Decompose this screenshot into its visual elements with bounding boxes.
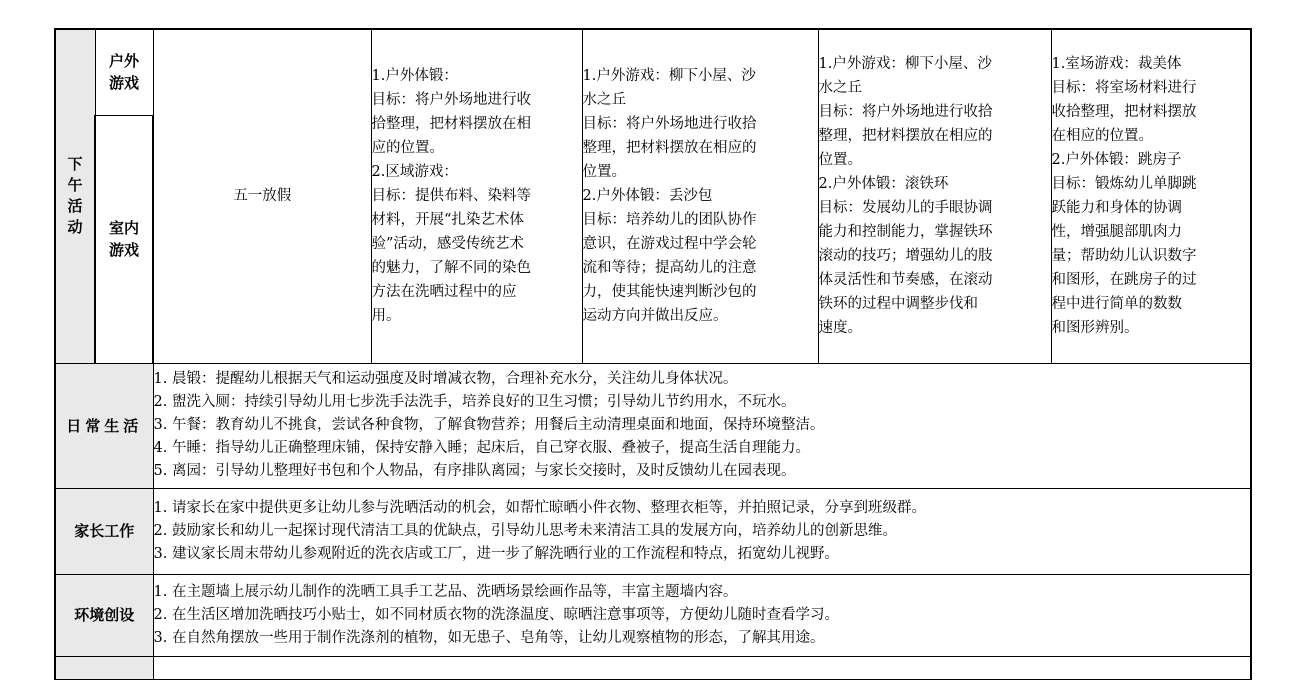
- environment-label: 环境创设: [55, 574, 153, 656]
- list-item: 3. 在自然角摆放一些用于制作洗涤剂的植物，如无患子、皂角等，让幼儿观察植物的形态，了解其用途。: [153, 629, 825, 646]
- afternoon-char: 活: [67, 197, 83, 216]
- next-row-content: [153, 656, 1251, 679]
- list-item: 2. 鼓励家长和幼儿一起探讨现代清洁工具的优缺点，引导幼儿思考未来清洁工具的发展方向，培养幼儿的创新思维。: [153, 522, 897, 539]
- day-cell-friday: 1.室场游戏：裁美体 目标：将室场材料进行 收拾整理，把材料摆放 在相应的位置。 2.户外体锻：跳房子 目标：锻炼幼儿单脚跳 跃能力和身体的协调 性，增强腿部肌肉力 量；帮助幼儿认识数字 和图形，在跳房子的过 程中进行简单的数数 和图形辨别。: [1051, 29, 1251, 363]
- outdoor-game-label: 户外游戏: [95, 29, 153, 115]
- list-item: 5. 离园：引导幼儿整理好书包和个人物品，有序排队离园；与家长交接时，及时反馈幼儿在园表现。: [153, 463, 796, 479]
- day-cell-thursday: 1.户外游戏：柳下小屋、沙 水之丘 目标：将户外场地进行收拾 整理，把材料摆放在相应的 位置。 2.户外体锻：滚铁环 目标：发展幼儿的手眼协调 能力和控制能力，掌握铁环 滚动的技巧；增强幼儿的肢 体灵活性和节奏感，在滚动 铁环的过程中调整步伐和 速度。: [818, 29, 1051, 363]
- weekly-schedule-table: [54, 28, 1252, 680]
- parent-work-content: [153, 488, 1251, 574]
- list-item: 1. 晨锻：提醒幼儿根据天气和运动强度及时增减衣物，合理补充水分，关注幼儿身体状况。: [153, 371, 738, 387]
- list-item: 2. 在生活区增加洗晒技巧小贴士，如不同材质衣物的洗涤温度、晾晒注意事项等，方便幼儿随时查看学习。: [153, 606, 839, 623]
- environment-content: [153, 574, 1251, 656]
- afternoon-char: 动: [67, 218, 83, 237]
- list-item: 4. 午睡：指导幼儿正确整理床铺，保持安静入睡；起床后，自己穿衣服、叠被子，提高生活自理能力。: [153, 440, 810, 456]
- holiday-cell: [153, 29, 371, 363]
- indoor-game-label: 室内游戏: [95, 115, 153, 363]
- afternoon-char: 午: [67, 176, 83, 195]
- parent-work-label: 家长工作: [55, 488, 153, 574]
- list-item: 3. 午餐：教育幼儿不挑食，尝试各种食物，了解食物营养；用餐后主动清理桌面和地面，保持环境整洁。: [153, 417, 825, 433]
- day-cell-tuesday: 1.户外体锻： 目标：将户外场地进行收 拾整理，把材料摆放在相 应的位置。 2.区域游戏： 目标：提供布料、染料等 材料，开展“扎染艺术体 验”活动，感受传统艺术 的魅力，了解不同的染色 方法在洗晒过程中的应 用。: [371, 29, 582, 363]
- afternoon-activity-label: [55, 29, 95, 363]
- list-item: 1. 在主题墙上展示幼儿制作的洗晒工具手工艺品、洗晒场景绘画作品等，丰富主题墙内容。: [153, 583, 738, 600]
- list-item: 1. 请家长在家中提供更多让幼儿参与洗晒活动的机会，如帮忙晾晒小件衣物、整理衣柜等，并拍照记录，分享到班级群。: [153, 499, 926, 516]
- afternoon-char: 下: [67, 155, 83, 174]
- next-row-partial: [55, 656, 1251, 679]
- list-item: 2. 盥洗入厕：持续引导幼儿用七步洗手法洗手，培养良好的卫生习惯；引导幼儿节约用水，不玩水。: [153, 394, 796, 410]
- list-item: 3. 建议家长周末带幼儿参观附近的洗衣店或工厂，进一步了解洗晒行业的工作流程和特点，拓宽幼儿视野。: [153, 545, 839, 562]
- parent-work-row: [55, 488, 1251, 574]
- daily-life-label: 日常生活: [55, 363, 153, 488]
- afternoon-outdoor-row: [55, 29, 1251, 115]
- day-cell-wednesday: 1.户外游戏：柳下小屋、沙 水之丘 目标：将户外场地进行收拾 整理，把材料摆放在相应的 位置。 2.户外体锻：丢沙包 目标：培养幼儿的团队协作 意识，在游戏过程中学会轮 流和等待；提高幼儿的注意 力，使其能快速判断沙包的 运动方向并做出反应。: [582, 29, 818, 363]
- daily-life-row: [55, 363, 1251, 488]
- next-row-label: [55, 656, 153, 679]
- holiday-text: 五一放假: [233, 188, 292, 205]
- daily-life-content: [153, 363, 1251, 488]
- environment-row: [55, 574, 1251, 656]
